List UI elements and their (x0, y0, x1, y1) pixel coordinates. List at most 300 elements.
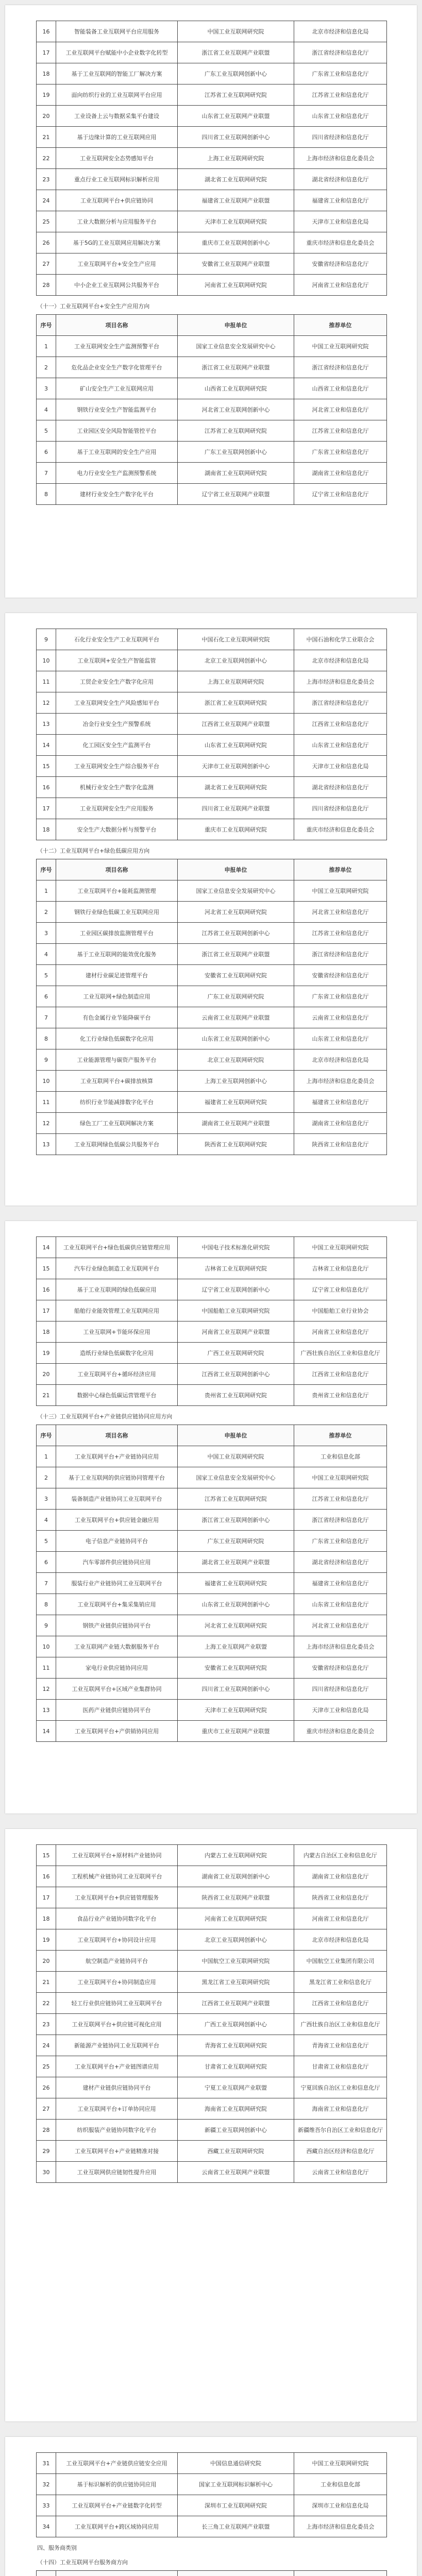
cell-rec: 上海市经济和信息化委员会 (294, 671, 387, 692)
table-row (37, 2516, 387, 2537)
cell-rec: 江西省工业和信息化厅 (294, 714, 387, 735)
cell-rec: 四川省经济和信息化厅 (294, 1679, 387, 1700)
cell-no: 20 (37, 1364, 56, 1385)
table-row (37, 1866, 387, 1887)
cell-no: 3 (37, 378, 56, 399)
cell-org: 黑龙江省工业互联网研究院 (178, 1972, 294, 1993)
cell-org: 广东工业互联网研究院 (178, 1531, 294, 1552)
cell-org: 湖南省工业互联网创新中心 (178, 1866, 294, 1887)
cell-no: 19 (37, 1343, 56, 1364)
cell-name: 工业互联网平台+碳排放核算 (56, 1071, 178, 1092)
project-table (36, 2570, 387, 2576)
cell-rec: 福建省工业和信息化厅 (294, 1092, 387, 1113)
column-header-no: 序号 (37, 1425, 56, 1446)
cell-no: 1 (37, 336, 56, 357)
table-row (37, 2056, 387, 2077)
cell-no: 20 (37, 106, 56, 127)
column-header-org: 申报单位 (178, 315, 294, 336)
cell-rec: 湖北省经济和信息化厅 (294, 777, 387, 798)
cell-no: 10 (37, 650, 56, 671)
cell-org: 河北省工业互联网研究院 (178, 1615, 294, 1636)
table-row (37, 923, 387, 944)
table-row (37, 798, 387, 819)
cell-name: 工业互联网绿色低碳公共服务平台 (56, 1134, 178, 1155)
cell-no: 14 (37, 735, 56, 756)
chapter-heading: 四、服务商类别 (37, 2545, 77, 2551)
table-row (37, 1636, 387, 1657)
cell-rec: 广西壮族自治区工业和信息化厅 (294, 2014, 387, 2035)
cell-org: 河北省工业互联网创新中心 (178, 399, 294, 420)
cell-no: 11 (37, 671, 56, 692)
cell-rec: 天津市工业和信息化局 (294, 756, 387, 777)
cell-name: 工业互联网平台+产供销协同应用 (56, 1721, 178, 1742)
cell-org: 江西省工业互联网产业联盟 (178, 714, 294, 735)
cell-name: 中小企业工业互联网公共服务平台 (56, 275, 178, 296)
cell-name: 工业互联网平台+安全生产应用 (56, 253, 178, 275)
cell-org: 国家工业互联网标识解析中心 (178, 2474, 294, 2495)
cell-name: 化工行业绿色低碳数字化应用 (56, 1028, 178, 1049)
table-row (37, 1573, 387, 1594)
cell-org: 安徽省工业互联网研究院 (178, 1657, 294, 1679)
cell-rec: 北京市经济和信息化局 (294, 1049, 387, 1071)
cell-name: 基于标识解析的供应链协同应用 (56, 2474, 178, 2495)
table-row (37, 1721, 387, 1742)
table-row (37, 1488, 387, 1510)
cell-no: 1 (37, 880, 56, 902)
cell-no: 7 (37, 1007, 56, 1028)
cell-rec: 工业和信息化部 (294, 1446, 387, 1467)
cell-name: 矿山安全生产工业互联网应用 (56, 378, 178, 399)
cell-name: 化工园区安全生产监测平台 (56, 735, 178, 756)
cell-no: 14 (37, 1721, 56, 1742)
cell-name: 工贸企业安全生产数字化应用 (56, 671, 178, 692)
table-row (37, 2014, 387, 2035)
cell-no: 10 (37, 1071, 56, 1092)
project-table (36, 1236, 387, 1406)
cell-rec: 上海市经济和信息化委员会 (294, 1071, 387, 1092)
cell-org: 广东工业互联网创新中心 (178, 63, 294, 84)
cell-rec: 安徽省经济和信息化厅 (294, 253, 387, 275)
cell-rec: 重庆市经济和信息化委员会 (294, 232, 387, 253)
cell-rec: 江西省工业和信息化厅 (294, 1364, 387, 1385)
cell-org: 中国工业互联网研究院 (178, 21, 294, 42)
cell-name: 纺织行业节能减排数字化平台 (56, 1092, 178, 1113)
cell-org: 浙江省工业互联网创新中心 (178, 1510, 294, 1531)
cell-no: 4 (37, 399, 56, 420)
table-row (37, 1028, 387, 1049)
cell-rec: 中国工业互联网研究院 (294, 1237, 387, 1258)
cell-name: 工业互联网平台+绿色低碳供应链管理应用 (56, 1237, 178, 1258)
cell-no: 11 (37, 1657, 56, 1679)
cell-org: 山东省工业互联网产业联盟 (178, 106, 294, 127)
table-row (37, 63, 387, 84)
column-header-no: 序号 (37, 315, 56, 336)
table-row (37, 1845, 387, 1866)
cell-name: 新能源产业链协同工业互联网平台 (56, 2035, 178, 2056)
project-table (36, 1425, 387, 1742)
cell-rec: 贵州省工业和信息化厅 (294, 1385, 387, 1406)
cell-no: 16 (37, 21, 56, 42)
cell-no: 8 (37, 484, 56, 505)
table-row (37, 399, 387, 420)
cell-rec: 工业和信息化部 (294, 2474, 387, 2495)
table-header-row (37, 2571, 387, 2576)
table-row (37, 190, 387, 211)
cell-no: 1 (37, 1446, 56, 1467)
cell-rec: 北京市经济和信息化局 (294, 650, 387, 671)
table-row (37, 1993, 387, 2014)
cell-name: 工业互联网平台+区域产业集群协同 (56, 1679, 178, 1700)
table-row (37, 2453, 387, 2474)
cell-org: 中国电子技术标准化研究院 (178, 1237, 294, 1258)
cell-rec: 重庆市经济和信息化委员会 (294, 819, 387, 840)
cell-org: 国家工业信息安全发展研究中心 (178, 336, 294, 357)
cell-rec: 湖北省经济和信息化厅 (294, 1552, 387, 1573)
table-row (37, 232, 387, 253)
cell-rec: 安徽省经济和信息化厅 (294, 965, 387, 986)
column-header-org: 申报单位 (178, 859, 294, 880)
cell-no: 8 (37, 1594, 56, 1615)
cell-no: 17 (37, 798, 56, 819)
cell-no: 6 (37, 442, 56, 463)
table-row (37, 1951, 387, 1972)
cell-org: 福建省工业互联网产业联盟 (178, 190, 294, 211)
cell-no: 15 (37, 1258, 56, 1279)
cell-rec: 海南省工业和信息化厅 (294, 2098, 387, 2120)
cell-no: 9 (37, 1615, 56, 1636)
cell-rec: 江苏省工业和信息化厅 (294, 1488, 387, 1510)
cell-rec: 广东省工业和信息化厅 (294, 1531, 387, 1552)
cell-org: 河南省工业互联网研究院 (178, 1908, 294, 1929)
table-row (37, 1972, 387, 1993)
cell-org: 青海省工业互联网研究院 (178, 2035, 294, 2056)
cell-org: 北京工业互联网创新中心 (178, 1929, 294, 1951)
cell-name: 安全生产大数据分析与预警平台 (56, 819, 178, 840)
cell-name: 工业互联网平台+订单协同应用 (56, 2098, 178, 2120)
cell-name: 机械行业安全生产数字化监测 (56, 777, 178, 798)
cell-name: 工业互联网安全生产应用服务 (56, 798, 178, 819)
cell-rec: 新疆维吾尔自治区工业和信息化厅 (294, 2120, 387, 2141)
cell-no: 16 (37, 1279, 56, 1300)
cell-rec: 中国船舶工业行业协会 (294, 1300, 387, 1321)
table-row (37, 253, 387, 275)
cell-name: 工业互联网安全生产风险感知平台 (56, 692, 178, 714)
cell-rec: 四川省经济和信息化厅 (294, 798, 387, 819)
cell-rec: 浙江省经济和信息化厅 (294, 357, 387, 378)
cell-no: 21 (37, 127, 56, 148)
cell-rec: 北京市经济和信息化局 (294, 21, 387, 42)
cell-no: 5 (37, 420, 56, 442)
cell-rec: 中国工业互联网研究院 (294, 336, 387, 357)
table-row (37, 2098, 387, 2120)
table-row (37, 986, 387, 1007)
cell-name: 工业互联网平台+原材料产业链协同 (56, 1845, 178, 1866)
cell-no: 7 (37, 463, 56, 484)
table-row (37, 1258, 387, 1279)
cell-no: 15 (37, 1845, 56, 1866)
cell-no: 29 (37, 2141, 56, 2162)
table-row (37, 336, 387, 357)
cell-no: 12 (37, 692, 56, 714)
cell-name: 电子信息产业链协同平台 (56, 1531, 178, 1552)
cell-no: 22 (37, 148, 56, 169)
table-row (37, 1594, 387, 1615)
cell-rec: 辽宁省工业和信息化厅 (294, 1279, 387, 1300)
cell-name: 基于工业互联网的绿色低碳应用 (56, 1279, 178, 1300)
cell-rec: 云南省工业和信息化厅 (294, 2162, 387, 2183)
cell-name: 钢铁产业链供应链协同平台 (56, 1615, 178, 1636)
cell-no: 6 (37, 1552, 56, 1573)
cell-name: 工业互联网平台+产业链图谱应用 (56, 2056, 178, 2077)
cell-no: 18 (37, 1321, 56, 1343)
cell-name: 工业互联网平台+能耗监测管理 (56, 880, 178, 902)
cell-rec: 福建省工业和信息化厅 (294, 190, 387, 211)
cell-rec: 天津市工业和信息化局 (294, 1700, 387, 1721)
table-row (37, 629, 387, 650)
column-header-name: 项目名称 (56, 1425, 178, 1446)
table-row (37, 357, 387, 378)
cell-no: 30 (37, 2162, 56, 2183)
cell-rec: 江苏省工业和信息化厅 (294, 420, 387, 442)
cell-name: 装备制造产业链协同工业互联网平台 (56, 1488, 178, 1510)
project-table (36, 314, 387, 505)
cell-name: 石化行业安全生产工业互联网平台 (56, 629, 178, 650)
cell-name: 基于工业互联网的能效优化服务 (56, 944, 178, 965)
cell-no: 11 (37, 1092, 56, 1113)
table-row (37, 735, 387, 756)
cell-org: 安徽省工业互联网研究院 (178, 965, 294, 986)
cell-org: 浙江省工业互联网产业联盟 (178, 944, 294, 965)
cell-org: 内蒙古工业互联网研究院 (178, 1845, 294, 1866)
cell-no: 23 (37, 2014, 56, 2035)
cell-rec: 浙江省经济和信息化厅 (294, 1510, 387, 1531)
cell-name: 钢铁行业绿色低碳工业互联网应用 (56, 902, 178, 923)
cell-rec: 浙江省经济和信息化厅 (294, 42, 387, 63)
cell-org: 中国船舶工业互联网研究院 (178, 1300, 294, 1321)
column-header-no: 序号 (37, 859, 56, 880)
column-header-org: 申报单位 (178, 1425, 294, 1446)
table-row (37, 1007, 387, 1028)
cell-org: 江西省工业互联网产业联盟 (178, 1993, 294, 2014)
cell-org: 天津市工业互联网研究院 (178, 211, 294, 232)
cell-rec: 浙江省经济和信息化厅 (294, 692, 387, 714)
cell-org: 河南省工业互联网产业联盟 (178, 1321, 294, 1343)
cell-name: 工业互联网安全态势感知平台 (56, 148, 178, 169)
cell-rec: 河北省工业和信息化厅 (294, 902, 387, 923)
cell-org: 上海工业互联网创新中心 (178, 1071, 294, 1092)
cell-rec: 安徽省经济和信息化厅 (294, 1657, 387, 1679)
cell-name: 基于工业互联网的智能工厂解决方案 (56, 63, 178, 84)
cell-name: 工业互联网平台+协同制造应用 (56, 1972, 178, 1993)
cell-name: 轻工行业供应链协同工业互联网平台 (56, 1993, 178, 2014)
cell-rec: 广东省工业和信息化厅 (294, 63, 387, 84)
cell-rec: 河北省工业和信息化厅 (294, 1615, 387, 1636)
cell-rec: 西藏自治区经济和信息化厅 (294, 2141, 387, 2162)
cell-org: 重庆市工业互联网创新中心 (178, 232, 294, 253)
cell-rec: 河南省工业和信息化厅 (294, 275, 387, 296)
cell-name: 工程机械产业链协同工业互联网平台 (56, 1866, 178, 1887)
cell-name: 工业互联网+安全生产智能监管 (56, 650, 178, 671)
cell-no: 27 (37, 2098, 56, 2120)
table-row (37, 1657, 387, 1679)
table-row (37, 463, 387, 484)
cell-rec: 云南省工业和信息化厅 (294, 1007, 387, 1028)
cell-org: 山东省工业互联网研究院 (178, 735, 294, 756)
cell-org: 湖北省工业互联网研究院 (178, 169, 294, 190)
cell-rec: 山东省工业和信息化厅 (294, 735, 387, 756)
table-row (37, 127, 387, 148)
cell-name: 服装行业产业链协同工业互联网平台 (56, 1573, 178, 1594)
cell-rec: 深圳市工业和信息化局 (294, 2495, 387, 2516)
table-row (37, 2077, 387, 2098)
table-row (37, 1510, 387, 1531)
cell-org: 四川省工业互联网创新中心 (178, 1679, 294, 1700)
cell-name: 工业互联网平台+循环经济应用 (56, 1364, 178, 1385)
cell-org: 广东工业互联网研究院 (178, 986, 294, 1007)
cell-rec: 内蒙古自治区工业和信息化厅 (294, 1845, 387, 1866)
cell-name: 航空制造产业链协同平台 (56, 1951, 178, 1972)
cell-rec: 山东省工业和信息化厅 (294, 106, 387, 127)
cell-name: 建材行业安全生产数字化平台 (56, 484, 178, 505)
cell-name: 危化品企业安全生产数字化管理平台 (56, 357, 178, 378)
cell-rec: 中国工业互联网研究院 (294, 2453, 387, 2474)
cell-rec: 江西省工业和信息化厅 (294, 1993, 387, 2014)
cell-org: 福建省工业互联网研究院 (178, 1092, 294, 1113)
table-row (37, 1385, 387, 1406)
cell-org: 天津市工业互联网研究院 (178, 1700, 294, 1721)
cell-rec: 河南省工业和信息化厅 (294, 1908, 387, 1929)
table-row (37, 1134, 387, 1155)
table-row (37, 1446, 387, 1467)
table-header-row (37, 859, 387, 880)
cell-rec: 江苏省工业和信息化厅 (294, 923, 387, 944)
table-row (37, 1531, 387, 1552)
cell-no: 9 (37, 1049, 56, 1071)
table-row (37, 2474, 387, 2495)
document-page-4 (5, 1829, 417, 2421)
section-heading: （十二）工业互联网平台+绿色低碳应用方向 (37, 848, 150, 854)
table-row (37, 1929, 387, 1951)
cell-org: 河北省工业互联网研究院 (178, 902, 294, 923)
cell-org: 山东省工业互联网创新中心 (178, 1594, 294, 1615)
cell-rec: 辽宁省工业和信息化厅 (294, 484, 387, 505)
cell-org: 四川省工业互联网产业联盟 (178, 798, 294, 819)
cell-no: 27 (37, 253, 56, 275)
table-row (37, 442, 387, 463)
cell-no: 17 (37, 1887, 56, 1908)
cell-name: 工业互联网平台+产业链数字化转型 (56, 2495, 178, 2516)
cell-rec: 湖南省工业和信息化厅 (294, 1866, 387, 1887)
cell-rec: 广东省工业和信息化厅 (294, 442, 387, 463)
cell-org: 江苏省工业互联网研究院 (178, 1488, 294, 1510)
table-row (37, 777, 387, 798)
cell-name: 重点行业工业互联网标识解析应用 (56, 169, 178, 190)
cell-rec: 广西壮族自治区工业和信息化厅 (294, 1343, 387, 1364)
table-header-row (37, 1425, 387, 1446)
cell-rec: 中国工业互联网研究院 (294, 880, 387, 902)
cell-no: 25 (37, 2056, 56, 2077)
cell-no: 3 (37, 1488, 56, 1510)
cell-no: 8 (37, 1028, 56, 1049)
cell-no: 18 (37, 819, 56, 840)
column-header-rec: 推荐单位 (294, 1425, 387, 1446)
cell-org: 国家工业信息安全发展研究中心 (178, 880, 294, 902)
cell-org: 福建省工业互联网研究院 (178, 1573, 294, 1594)
cell-rec: 中国工业互联网研究院 (294, 1467, 387, 1488)
cell-no: 2 (37, 902, 56, 923)
cell-org: 陕西省工业互联网研究院 (178, 1134, 294, 1155)
cell-name: 面向纺织行业的工业互联网平台应用 (56, 84, 178, 106)
cell-rec: 黑龙江省工业和信息化厅 (294, 1972, 387, 1993)
cell-name: 基于边缘计算的工业互联网应用 (56, 127, 178, 148)
cell-name: 工业互联网安全生产综合服务平台 (56, 756, 178, 777)
table-row (37, 1113, 387, 1134)
cell-no: 22 (37, 1993, 56, 2014)
cell-rec: 福建省工业和信息化厅 (294, 1573, 387, 1594)
cell-rec: 甘肃省工业和信息化厅 (294, 2056, 387, 2077)
cell-rec: 山东省工业和信息化厅 (294, 1594, 387, 1615)
cell-no: 26 (37, 2077, 56, 2098)
table-row (37, 420, 387, 442)
cell-no: 19 (37, 1929, 56, 1951)
project-table (36, 629, 387, 840)
cell-name: 工业互联网平台+协同设计应用 (56, 1929, 178, 1951)
table-row (37, 2141, 387, 2162)
table-row (37, 106, 387, 127)
cell-rec: 青海省工业和信息化厅 (294, 2035, 387, 2056)
cell-rec: 陕西省工业和信息化厅 (294, 1887, 387, 1908)
cell-org: 辽宁省工业互联网创新中心 (178, 1279, 294, 1300)
cell-name: 工业园区碳排放监测管理平台 (56, 923, 178, 944)
table-row (37, 1364, 387, 1385)
cell-name: 工业互联网平台+跨区域协同应用 (56, 2516, 178, 2537)
cell-rec: 上海市经济和信息化委员会 (294, 2516, 387, 2537)
cell-name: 食品行业产业链协同数字化平台 (56, 1908, 178, 1929)
cell-no: 10 (37, 1636, 56, 1657)
cell-no: 12 (37, 1113, 56, 1134)
table-row (37, 1679, 387, 1700)
cell-no: 21 (37, 1972, 56, 1993)
cell-org: 江苏省工业互联网创新中心 (178, 923, 294, 944)
table-row (37, 1237, 387, 1258)
table-row (37, 2120, 387, 2141)
cell-rec: 宁夏回族自治区工业和信息化厅 (294, 2077, 387, 2098)
cell-no: 23 (37, 169, 56, 190)
table-row (37, 169, 387, 190)
project-table (36, 1844, 387, 2183)
cell-no: 6 (37, 986, 56, 1007)
cell-no: 4 (37, 1510, 56, 1531)
cell-no: 21 (37, 1385, 56, 1406)
cell-org: 湖北省工业互联网研究院 (178, 777, 294, 798)
table-row (37, 1343, 387, 1364)
cell-no: 18 (37, 1908, 56, 1929)
cell-rec: 广东省工业和信息化厅 (294, 986, 387, 1007)
table-row (37, 944, 387, 965)
cell-name: 基于5G的工业互联网应用解决方案 (56, 232, 178, 253)
cell-no: 31 (37, 2453, 56, 2474)
cell-rec: 江苏省工业和信息化厅 (294, 84, 387, 106)
cell-name: 工业园区安全风险智能管控平台 (56, 420, 178, 442)
cell-org: 宁夏工业互联网产业联盟 (178, 2077, 294, 2098)
cell-org: 陕西省工业互联网产业联盟 (178, 1887, 294, 1908)
cell-name: 钢铁行业安全生产智能监测平台 (56, 399, 178, 420)
section-heading: （十三）工业互联网平台+产业链供应链协同应用方向 (37, 1413, 173, 1420)
project-table (36, 21, 387, 296)
cell-org: 上海工业互联网产业联盟 (178, 1636, 294, 1657)
cell-name: 汽车零部件供应链协同应用 (56, 1552, 178, 1573)
cell-name: 基于工业互联网的供应链协同管理平台 (56, 1467, 178, 1488)
